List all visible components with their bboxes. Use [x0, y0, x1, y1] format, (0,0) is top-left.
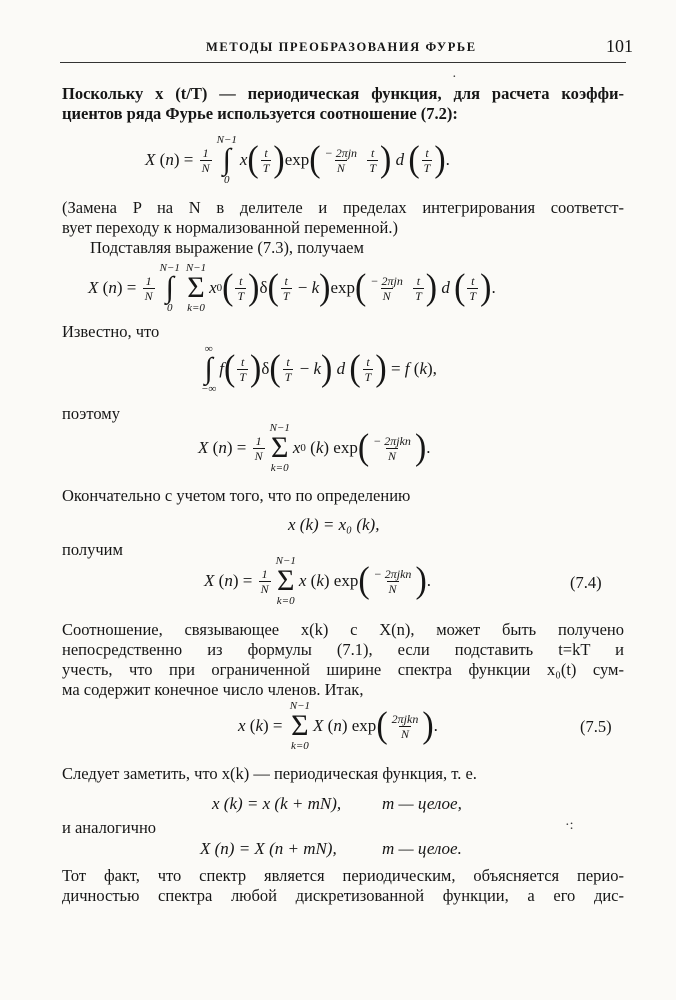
paragraph-11-line-1: Тот факт, что спектр является периодическим, объясняется перио- — [62, 866, 624, 885]
paragraph-8-line-3: учесть, что при ограниченной ширине спектра функции x₀(t) сум- — [62, 660, 624, 679]
delta-sifting-equation: ∞ ∫ −∞ f ( $\frac{t}{T}$ ) δ ( $\frac{t}{T}$ − k ) d ( $\frac{t}{T}$ ) = f ( k ), — [201, 343, 437, 395]
paragraph-8-line-4: ма содержит конечное число членов. Итак, — [62, 680, 364, 699]
equation-7-4: X ( n ) = $\frac{1}{N}$ N−1 Σ k=0 x ( k ) exp ( $\frac{\text{− 2πjkn}}{N}$ ) . — [204, 555, 432, 607]
print-speck: · — [452, 70, 457, 85]
paragraph-8-line-1: Соотношение, связывающее x(k) с X(n), может быть получено — [62, 620, 624, 639]
paragraph-10: и аналогично — [62, 818, 157, 837]
equation-number-7-5: (7.5) — [580, 717, 612, 736]
running-title: МЕТОДЫ ПРЕОБРАЗОВАНИЯ ФУРЬЕ — [206, 40, 477, 54]
equation-7-5: x ( k ) = N−1 Σ k=0 X ( n ) exp ( $\frac{\text{2πjkn}}{N}$ ) . — [238, 700, 438, 752]
paragraph-3: Подставляя выражение (7.3), получаем — [90, 238, 364, 257]
paragraph-7: получим — [62, 540, 123, 559]
paragraph-5: поэтому — [62, 404, 120, 423]
paragraph-1-line-2: циентов ряда Фурье используется соотношение (7.2): — [62, 104, 458, 123]
paragraph-8-line-2: непосредственно из формулы (7.1), если подставить t=kT и — [62, 640, 624, 659]
paragraph-1-line-1: Поскольку x (t/T) — периодическая функция, для расчета коэффи- — [62, 84, 624, 103]
periodicity-x-equation: x (k) = x (k + mN), — [212, 794, 342, 813]
paragraph-2-line-2: вует переходу к нормализованной переменной.) — [62, 218, 398, 237]
periodicity-x-note: m — целое, — [382, 794, 462, 813]
periodicity-X-note: m — целое. — [382, 839, 462, 858]
equation-number-7-4: (7.4) — [570, 573, 602, 592]
definition-equation: x (k) = x₀ (k), — [288, 515, 380, 534]
paragraph-9: Следует заметить, что x(k) — периодическая функция, т. е. — [62, 764, 477, 783]
print-speck: ·: — [565, 818, 574, 833]
header-rule — [60, 62, 626, 63]
substitution-equation: X ( n ) = $\frac{1}{N}$ N−1 ∫ 0 N−1 Σ k=0 x 0 ( $\frac{t}{T}$ ) δ ( $\frac{t}{T}$ − k ) exp ( $\frac{\text{− 2πjn}}{N}$ $\frac{t}{T}$ ) d ( $\frac{t}{T}$ ) . — [88, 262, 496, 314]
page-number: 101 — [606, 36, 633, 56]
paragraph-6: Окончательно с учетом того, что по определению — [62, 486, 411, 505]
fourier-coefficient-equation: X ( n ) = $\frac{1}{N}$ N−1 ∫ 0 x ( $\frac{t}{T}$ ) exp ( $\frac{\text{− 2πjn}}{N}$ $\frac{t}{T}$ ) d ( $\frac{t}{T}$ ) . — [145, 134, 450, 186]
discrete-sum-equation: X ( n ) = $\frac{1}{N}$ N−1 Σ k=0 x 0 ( k ) exp ( $\frac{\text{− 2πjkn}}{N}$ ) . — [198, 422, 431, 474]
paragraph-4: Известно, что — [62, 322, 160, 341]
paragraph-11-line-2: дичностью спектра любой дискретизованной функции, а его дис- — [62, 886, 624, 905]
paragraph-2-line-1: (Замена P на N в делителе и пределах интегрирования соответст- — [62, 198, 624, 217]
periodicity-X-equation: X (n) = X (n + mN), — [200, 839, 337, 858]
